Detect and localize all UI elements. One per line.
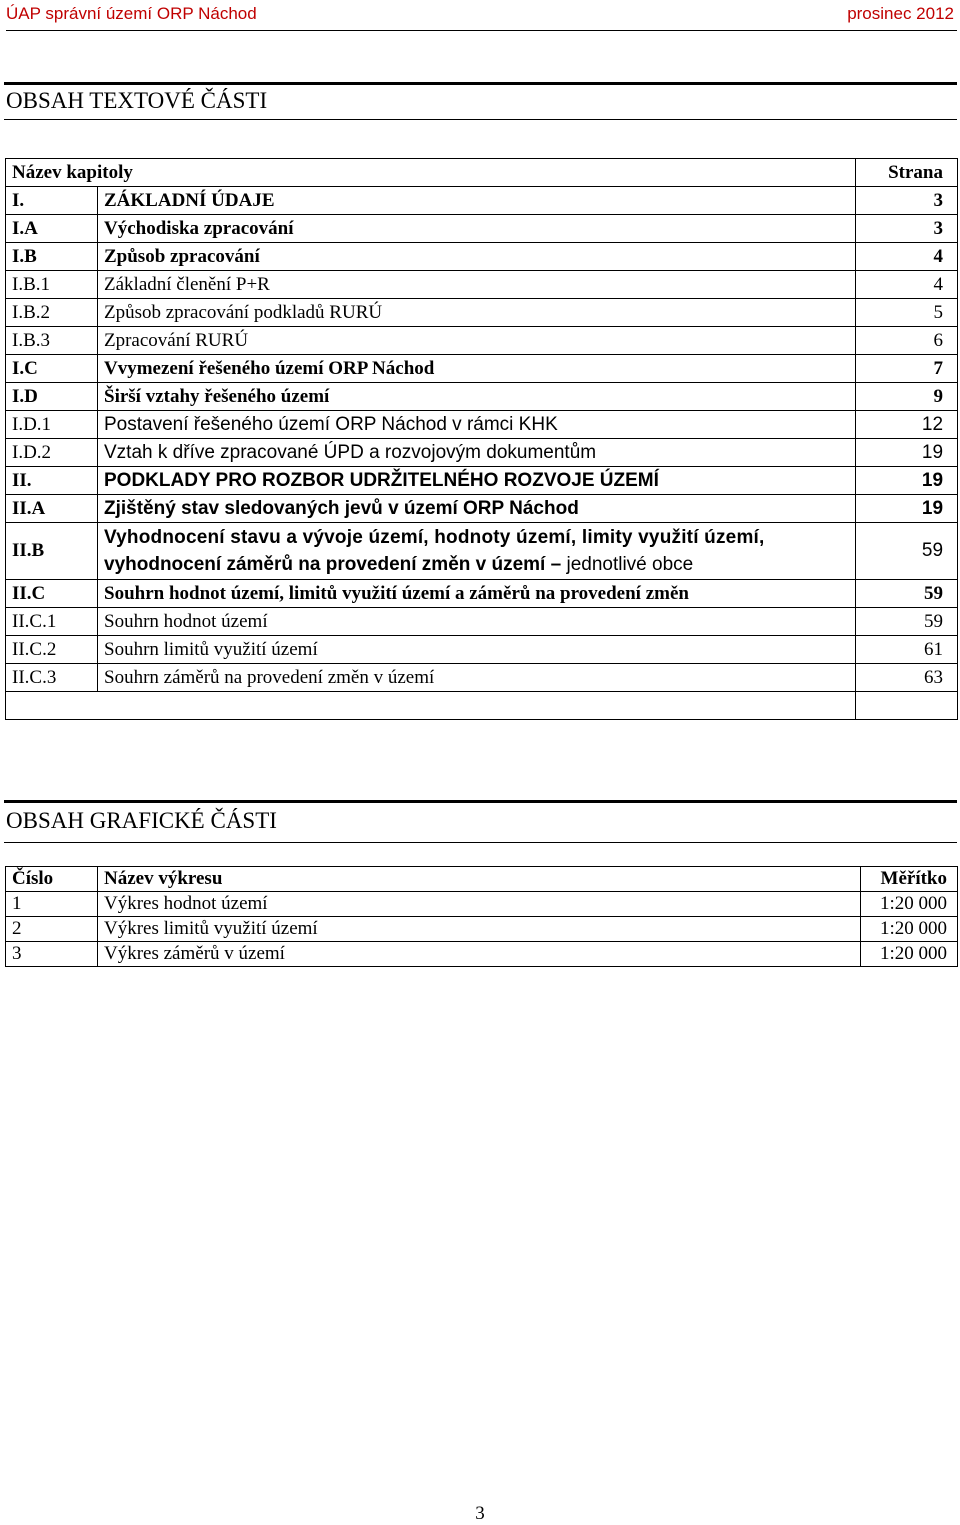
- graphic-drawing-number: 2: [6, 917, 98, 942]
- toc-row: [6, 523, 958, 580]
- graphic-contents-table: [5, 866, 958, 967]
- toc-chapter-code: II.C.2: [6, 636, 98, 664]
- toc-row: [6, 187, 958, 215]
- toc-col-page-header: Strana: [856, 159, 958, 187]
- toc-page-number: 3: [856, 187, 958, 215]
- toc-page-number: 6: [856, 327, 958, 355]
- toc-chapter-title: Zpracování RURÚ: [98, 327, 856, 355]
- graphic-drawing-name: Výkres limitů využití území: [98, 917, 861, 942]
- toc-page-number: 3: [856, 215, 958, 243]
- toc-row: [6, 215, 958, 243]
- toc-chapter-title-line2-bold: vyhodnocení záměrů na provedení změn v území –: [104, 554, 562, 575]
- toc-chapter-title-line2-rest: jednotlivé obce: [561, 554, 694, 575]
- graphic-drawing-name: Výkres hodnot území: [98, 892, 861, 917]
- header-date: prosinec 2012: [847, 4, 954, 23]
- toc-chapter-code: I.B: [6, 243, 98, 271]
- toc-page-number: 4: [856, 243, 958, 271]
- header-document-title: ÚAP správní území ORP Náchod: [6, 4, 257, 23]
- toc-chapter-title: Způsob zpracování podkladů RURÚ: [98, 299, 856, 327]
- graphic-col-num-header: Číslo: [6, 867, 98, 892]
- text-contents-table: [5, 158, 958, 720]
- graphic-col-name-header: Název výkresu: [98, 867, 861, 892]
- toc-row: [6, 271, 958, 299]
- toc-page-number: 19: [856, 467, 958, 495]
- toc-page-number: 59: [856, 523, 958, 580]
- toc-chapter-title: Vvymezení řešeného území ORP Náchod: [98, 355, 856, 383]
- toc-chapter-code: II.: [6, 467, 98, 495]
- toc-row: [6, 299, 958, 327]
- toc-chapter-code: II.C.3: [6, 664, 98, 692]
- toc-chapter-title: Souhrn hodnot území: [98, 608, 856, 636]
- toc-chapter-code: I.B.3: [6, 327, 98, 355]
- toc-row: [6, 383, 958, 411]
- toc-row: [6, 439, 958, 467]
- graphic-header-row: [6, 867, 958, 892]
- text-section-title: OBSAH TEXTOVÉ ČÁSTI: [6, 88, 268, 113]
- toc-chapter-code: I.D.2: [6, 439, 98, 467]
- toc-empty-row: [6, 692, 958, 720]
- toc-chapter-code: I.B.1: [6, 271, 98, 299]
- toc-chapter-code: II.C.1: [6, 608, 98, 636]
- toc-empty-cell: [856, 692, 958, 720]
- toc-chapter-title: Zjištěný stav sledovaných jevů v území ORP Náchod: [98, 495, 856, 523]
- toc-page-number: 59: [856, 580, 958, 608]
- toc-chapter-code: I.D.1: [6, 411, 98, 439]
- graphic-row: [6, 942, 958, 967]
- graphic-row: [6, 917, 958, 942]
- graphic-drawing-scale: 1:20 000: [861, 942, 958, 967]
- header-divider: [6, 30, 957, 31]
- toc-page-number: 59: [856, 608, 958, 636]
- toc-chapter-title: Způsob zpracování: [98, 243, 856, 271]
- toc-chapter-code: II.A: [6, 495, 98, 523]
- toc-chapter-title: Souhrn limitů využití území: [98, 636, 856, 664]
- toc-page-number: 61: [856, 636, 958, 664]
- graphic-drawing-scale: 1:20 000: [861, 917, 958, 942]
- toc-page-number: 7: [856, 355, 958, 383]
- toc-row: [6, 243, 958, 271]
- toc-row: [6, 580, 958, 608]
- graphic-drawing-name: Výkres záměrů v území: [98, 942, 861, 967]
- toc-chapter-title: Souhrn hodnot území, limitů využití území a záměrů na provedení změn: [98, 580, 856, 608]
- toc-chapter-code: I.C: [6, 355, 98, 383]
- toc-page-number: 63: [856, 664, 958, 692]
- toc-col-name-header: Název kapitoly: [6, 159, 856, 187]
- toc-chapter-code: I.D: [6, 383, 98, 411]
- toc-row: [6, 608, 958, 636]
- toc-chapter-title: Širší vztahy řešeného území: [98, 383, 856, 411]
- toc-empty-cell: [6, 692, 856, 720]
- toc-page-number: 5: [856, 299, 958, 327]
- graphic-col-scale-header: Měřítko: [861, 867, 958, 892]
- toc-chapter-title: Souhrn záměrů na provedení změn v území: [98, 664, 856, 692]
- toc-page-number: 12: [856, 411, 958, 439]
- page-number: 3: [475, 1503, 485, 1524]
- toc-row: [6, 411, 958, 439]
- toc-chapter-title: Postavení řešeného území ORP Náchod v rámci KHK: [98, 411, 856, 439]
- toc-chapter-title-line2: [104, 551, 849, 578]
- toc-header-row: [6, 159, 958, 187]
- toc-row: [6, 664, 958, 692]
- toc-page-number: 19: [856, 495, 958, 523]
- toc-chapter-code: II.B: [6, 523, 98, 580]
- graphic-row: [6, 892, 958, 917]
- graphic-drawing-number: 1: [6, 892, 98, 917]
- toc-row: [6, 355, 958, 383]
- toc-page-number: 4: [856, 271, 958, 299]
- toc-page-number: 19: [856, 439, 958, 467]
- toc-chapter-title: Základní členění P+R: [98, 271, 856, 299]
- toc-row: [6, 495, 958, 523]
- graphic-section-title: OBSAH GRAFICKÉ ČÁSTI: [6, 808, 277, 833]
- toc-chapter-code: I.A: [6, 215, 98, 243]
- toc-chapter-title: Východiska zpracování: [98, 215, 856, 243]
- graphic-drawing-scale: 1:20 000: [861, 892, 958, 917]
- toc-row: [6, 327, 958, 355]
- toc-chapter-title: [98, 523, 856, 580]
- toc-chapter-title-line1: Vyhodnocení stavu a vývoje území, hodnoty území, limity využití území,: [104, 527, 765, 548]
- toc-chapter-title: ZÁKLADNÍ ÚDAJE: [98, 187, 856, 215]
- toc-chapter-code: I.B.2: [6, 299, 98, 327]
- toc-chapter-title: PODKLADY PRO ROZBOR UDRŽITELNÉHO ROZVOJE ÚZEMÍ: [98, 467, 856, 495]
- toc-chapter-code: II.C: [6, 580, 98, 608]
- toc-chapter-code: I.: [6, 187, 98, 215]
- toc-row: [6, 636, 958, 664]
- toc-row: [6, 467, 958, 495]
- graphic-drawing-number: 3: [6, 942, 98, 967]
- toc-chapter-title: Vztah k dříve zpracované ÚPD a rozvojovým dokumentům: [98, 439, 856, 467]
- toc-page-number: 9: [856, 383, 958, 411]
